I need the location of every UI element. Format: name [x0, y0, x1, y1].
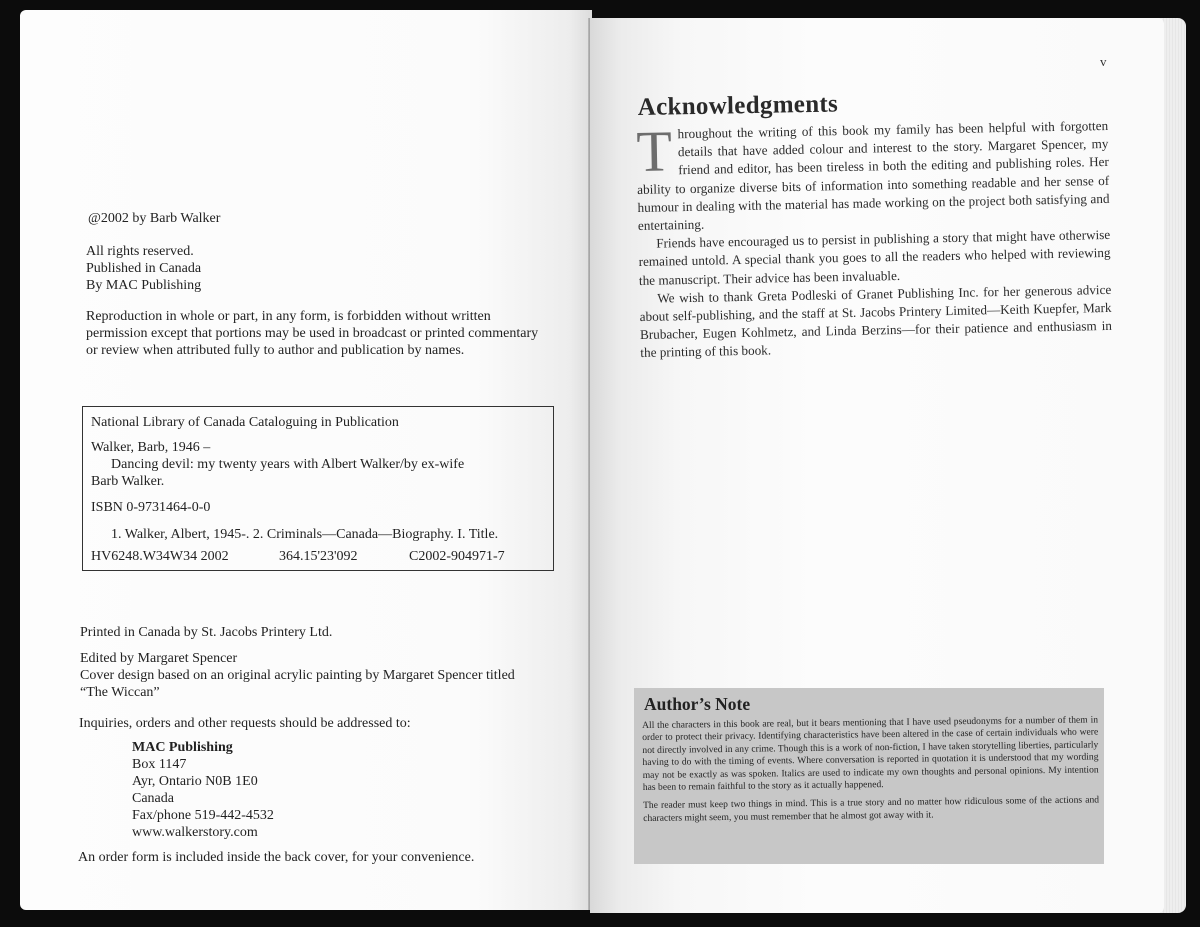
cip-title-line-1: Dancing devil: my twenty years with Albert Walker/by ex-wife [111, 457, 465, 472]
reproduction-line-3: or review when attributed fully to author and publication by names. [86, 343, 465, 358]
acknowledgments-page [590, 18, 1164, 913]
address-name: MAC Publishing [132, 740, 233, 755]
editor-line: Edited by Margaret Spencer [80, 651, 238, 666]
cip-subjects: 1. Walker, Albert, 1945-. 2. Criminals—Canada—Biography. I. Title. [111, 527, 499, 542]
address-box: Box 1147 [132, 757, 187, 772]
address-web: www.walkerstory.com [132, 825, 258, 840]
rights-line: All rights reserved. [86, 244, 194, 259]
cip-dewey: 364.15'23'092 [279, 549, 358, 564]
cataloguing-box [82, 406, 554, 571]
acknowledgments-paragraph-3: We wish to thank Greta Podleski of Granet Publishing Inc. for her generous advice about self-publishing, and the staff at St. Jacobs Printery Limited—Keith Kuepfer, Mark Brubacher, Eugen Kohlmetz, and Linda Berzins—for their patience and enthusiasm in the printing of this book. [639, 281, 1113, 361]
address-city: Ayr, Ontario N0B 1E0 [132, 774, 258, 789]
reproduction-line-1: Reproduction in whole or part, in any form, is forbidden without written [86, 309, 491, 324]
page-number: v [1100, 54, 1107, 69]
drop-cap: T [635, 118, 673, 184]
authors-note-paragraph-2: The reader must keep two things in mind. This is a true story and no matter how ridiculous some of the actions and characters might seem, you must remember that he almost got away with it. [642, 794, 1100, 824]
acknowledgments-paragraph-1: Throughout the writing of this book my family has been helpful with forgotten details that have added colour and interest to the story. Margaret Spencer, my friend and editor, has been tireless in both the editing and publishing roles. Her ability to organize diverse bits of information into something readable and her sense of humour in dealing with the material has made working on the project both satisfying and entertaining. [635, 117, 1110, 233]
acknowledgments-paragraph-2: Friends have encouraged us to persist in publishing a story that might have otherwise remained untold. A special thank you goes to all the readers who helped with reviewing the manuscript. Their advice has been invaluable. [638, 227, 1111, 288]
authors-note-title: Author’s Note [644, 694, 751, 714]
cover-design-line-2: “The Wiccan” [80, 685, 160, 700]
authors-note-body [642, 714, 1099, 831]
acknowledgments-title: Acknowledgments [637, 90, 839, 122]
cip-title-line-2: Barb Walker. [91, 474, 165, 489]
cip-author: Walker, Barb, 1946 – [91, 440, 211, 455]
publisher-line: By MAC Publishing [86, 278, 202, 293]
acknowledgments-body [636, 117, 1112, 363]
printer-line: Printed in Canada by St. Jacobs Printery Ltd. [80, 625, 333, 640]
cip-call-number: HV6248.W34W34 2002 [91, 549, 229, 564]
address-country: Canada [132, 791, 174, 806]
authors-note-box [634, 688, 1104, 864]
cover-design-line-1: Cover design based on an original acrylic painting by Margaret Spencer titled [80, 668, 515, 683]
cip-heading: National Library of Canada Cataloguing in Publication [91, 415, 399, 430]
cip-isbn: ISBN 0-9731464-0-0 [91, 500, 211, 515]
copyright-line: @2002 by Barb Walker [88, 211, 221, 226]
order-form-line: An order form is included inside the back cover, for your convenience. [78, 850, 475, 865]
authors-note-paragraph-1: All the characters in this book are real, but it bears mentioning that I have used pseudonyms for a number of them in order to protect their privacy. Identifying characteristics have been altered in the case of certain individuals who were not directly involved in any crime. Though this is a work of non-fiction, I have taken storytelling liberties, particularly having to do with the timing of events. Where conversation is reported in quotation it is understood that my wording may not be exactly as was spoken. Italics are used to indicate my own thoughts and personal opinions. My intention has been to remain faithful to the story as it actually happened. [642, 714, 1099, 794]
published-line: Published in Canada [86, 261, 202, 276]
cip-control-number: C2002-904971-7 [409, 549, 505, 564]
copyright-page [20, 10, 592, 910]
address-phone: Fax/phone 519-442-4532 [132, 808, 274, 823]
inquiries-line: Inquiries, orders and other requests should be addressed to: [79, 716, 411, 731]
reproduction-line-2: permission except that portions may be used in broadcast or printed commentary [86, 326, 539, 341]
